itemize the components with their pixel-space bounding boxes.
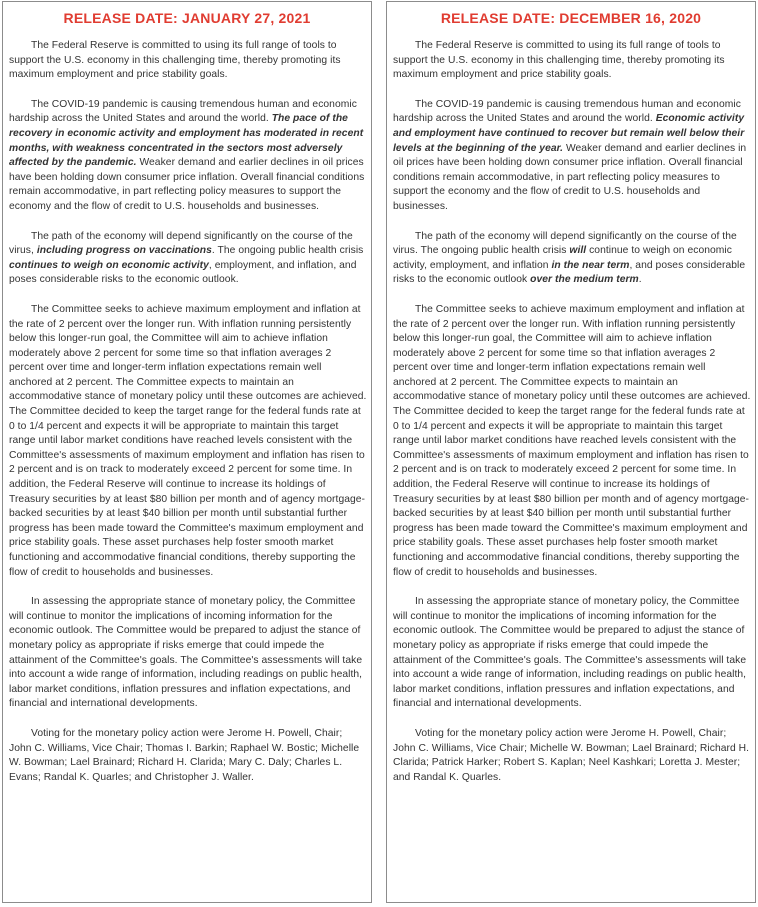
paragraph-assessment: In assessing the appropriate stance of monetary policy, the Committee will continue to monitor the implications of incoming information for the economic outlook. The Committee would be prepared to adjust the stance of monetary policy as appropriate if risks emerge that could impede the attainment of the Committee's goals. The Committee's assessments will take into account a wide range of information, including readings on public health, labor market conditions, inflation pressures and inflation expectations, and financial and international developments. [393,596,747,710]
highlighted-change: The pace of the recovery in economic activity and employment has moderated in recent months, with weakness concentrated in the sectors most adversely affected by the pandemic. [9,113,364,169]
release-date-heading: RELEASE DATE: JANUARY 27, 2021 [63,10,311,26]
text-segment: , and poses considerable risks to the economic outlook [393,259,746,286]
paragraph-pandemic [393,98,751,215]
paragraph-commitment: The Federal Reserve is committed to using its full range of tools to support the U.S. economy in this challenging time, thereby promoting its maximum employment and price stability goals. [393,40,725,81]
paragraph-outlook [393,230,751,288]
statement-body [3,39,371,785]
statement-body [387,39,755,785]
paragraph-voting: Voting for the monetary policy action were Jerome H. Powell, Chair; John C. Williams, Vice Chair; Michelle W. Bowman; Lael Brainard; Richard H. Clarida; Patrick Harker; Robert S. Kaplan; Neel Kashkari; Loretta J. Mester; and Randal K. Quarles. [393,727,750,783]
statement-column-december-2020 [386,1,756,903]
paragraph-pandemic [9,98,367,215]
text-segment: Weaker demand and earlier declines in oil prices have been holding down consumer price inflation. Overall financial conditions remain accommodative, in part reflecting policy measures to support the economy and the flow of credit to U.S. households and businesses. [393,142,747,212]
highlighted-change: in the near term [551,259,630,271]
text-segment: The path of the economy will depend significantly on the course of the virus, [9,230,353,257]
highlighted-change: including progress on vaccinations [36,245,212,257]
highlighted-change: continues to weigh on economic activity [9,259,209,271]
paragraph-policy: The Committee seeks to achieve maximum employment and inflation at the rate of 2 percent over the longer run. With inflation running persistently below this longer-run goal, the Committee will aim to achieve inflation moderately above 2 percent for some time so that inflation averages 2 percent over time and longer-term inflation expectations remain well anchored at 2 percent. The Committee expects to maintain an accommodative stance of monetary policy until these outcomes are achieved. The Committee decided to keep the target range for the federal funds rate at 0 to 1/4 percent and expects it will be appropriate to maintain this target range until labor market conditions have reached levels consistent with the Committee's assessments of maximum employment and inflation has risen to 2 percent and is on track to moderately exceed 2 percent for some time. In addition, the Federal Reserve will continue to increase its holdings of Treasury securities by at least $80 billion per month and of agency mortgage-backed securities by at least $40 billion per month until substantial further progress has been made toward the Committee's maximum employment and price stability goals. These asset purchases help foster smooth market functioning and accommodative financial conditions, thereby supporting the flow of credit to households and businesses. [393,303,751,578]
text-segment: , employment, and inflation, and poses considerable risks to the economic outlook. [9,259,357,286]
release-date-heading: RELEASE DATE: DECEMBER 16, 2020 [440,10,702,26]
text-segment: The path of the economy will depend significantly on the course of the virus. The ongoing public health crisis [393,230,737,257]
highlighted-change: will [569,245,587,257]
text-segment: The COVID-19 pandemic is causing tremendous human and economic hardship across the United States and around the world. [9,98,357,125]
highlighted-change: Economic activity and employment have continued to recover but remain well below their levels at the beginning of the year. [393,113,745,154]
paragraph-policy: The Committee seeks to achieve maximum employment and inflation at the rate of 2 percent over the longer run. With inflation running persistently below this longer-run goal, the Committee will aim to achieve inflation moderately above 2 percent for some time so that inflation averages 2 percent over time and longer-term inflation expectations remain well anchored at 2 percent. The Committee expects to maintain an accommodative stance of monetary policy until these outcomes are achieved. The Committee decided to keep the target range for the federal funds rate at 0 to 1/4 percent and expects it will be appropriate to maintain this target range until labor market conditions have reached levels consistent with the Committee's assessments of maximum employment and inflation has risen to 2 percent and is on track to moderately exceed 2 percent for some time. In addition, the Federal Reserve will continue to increase its holdings of Treasury securities by at least $80 billion per month and of agency mortgage-backed securities by at least $40 billion per month until substantial further progress has been made toward the Committee's maximum employment and price stability goals. These asset purchases help foster smooth market functioning and accommodative financial conditions, thereby supporting the flow of credit to households and businesses. [9,303,367,578]
text-segment: . The ongoing public health crisis [211,245,364,257]
statement-column-january-2021 [2,1,372,903]
paragraph-assessment: In assessing the appropriate stance of monetary policy, the Committee will continue to monitor the implications of incoming information for the economic outlook. The Committee would be prepared to adjust the stance of monetary policy as appropriate if risks emerge that could impede the attainment of the Committee's goals. The Committee's assessments will take into account a wide range of information, including readings on public health, labor market conditions, inflation pressures and inflation expectations, and financial and international developments. [9,596,363,710]
highlighted-change: over the medium term [530,274,639,286]
paragraph-voting: Voting for the monetary policy action were Jerome H. Powell, Chair; John C. Williams, Vice Chair; Thomas I. Barkin; Raphael W. Bostic; Michelle W. Bowman; Lael Brainard; Richard H. Clarida; Mary C. Daly; Charles L. Evans; Randal K. Quarles; and Christopher J. Waller. [9,727,360,783]
paragraph-commitment: The Federal Reserve is committed to using its full range of tools to support the U.S. economy in this challenging time, thereby promoting its maximum employment and price stability goals. [9,40,341,81]
text-segment: continue to weigh on economic activity, employment, and inflation [393,245,732,271]
text-segment: The COVID-19 pandemic is causing tremendous human and economic hardship across the United States and around the world. [393,98,741,125]
text-segment: Weaker demand and earlier declines in oil prices have been holding down consumer price inflation. Overall financial conditions remain accommodative, in part reflecting policy measures to support the economy and the flow of credit to U.S. households and businesses. [9,157,365,212]
paragraph-outlook [9,230,367,288]
text-segment: . [638,274,642,286]
